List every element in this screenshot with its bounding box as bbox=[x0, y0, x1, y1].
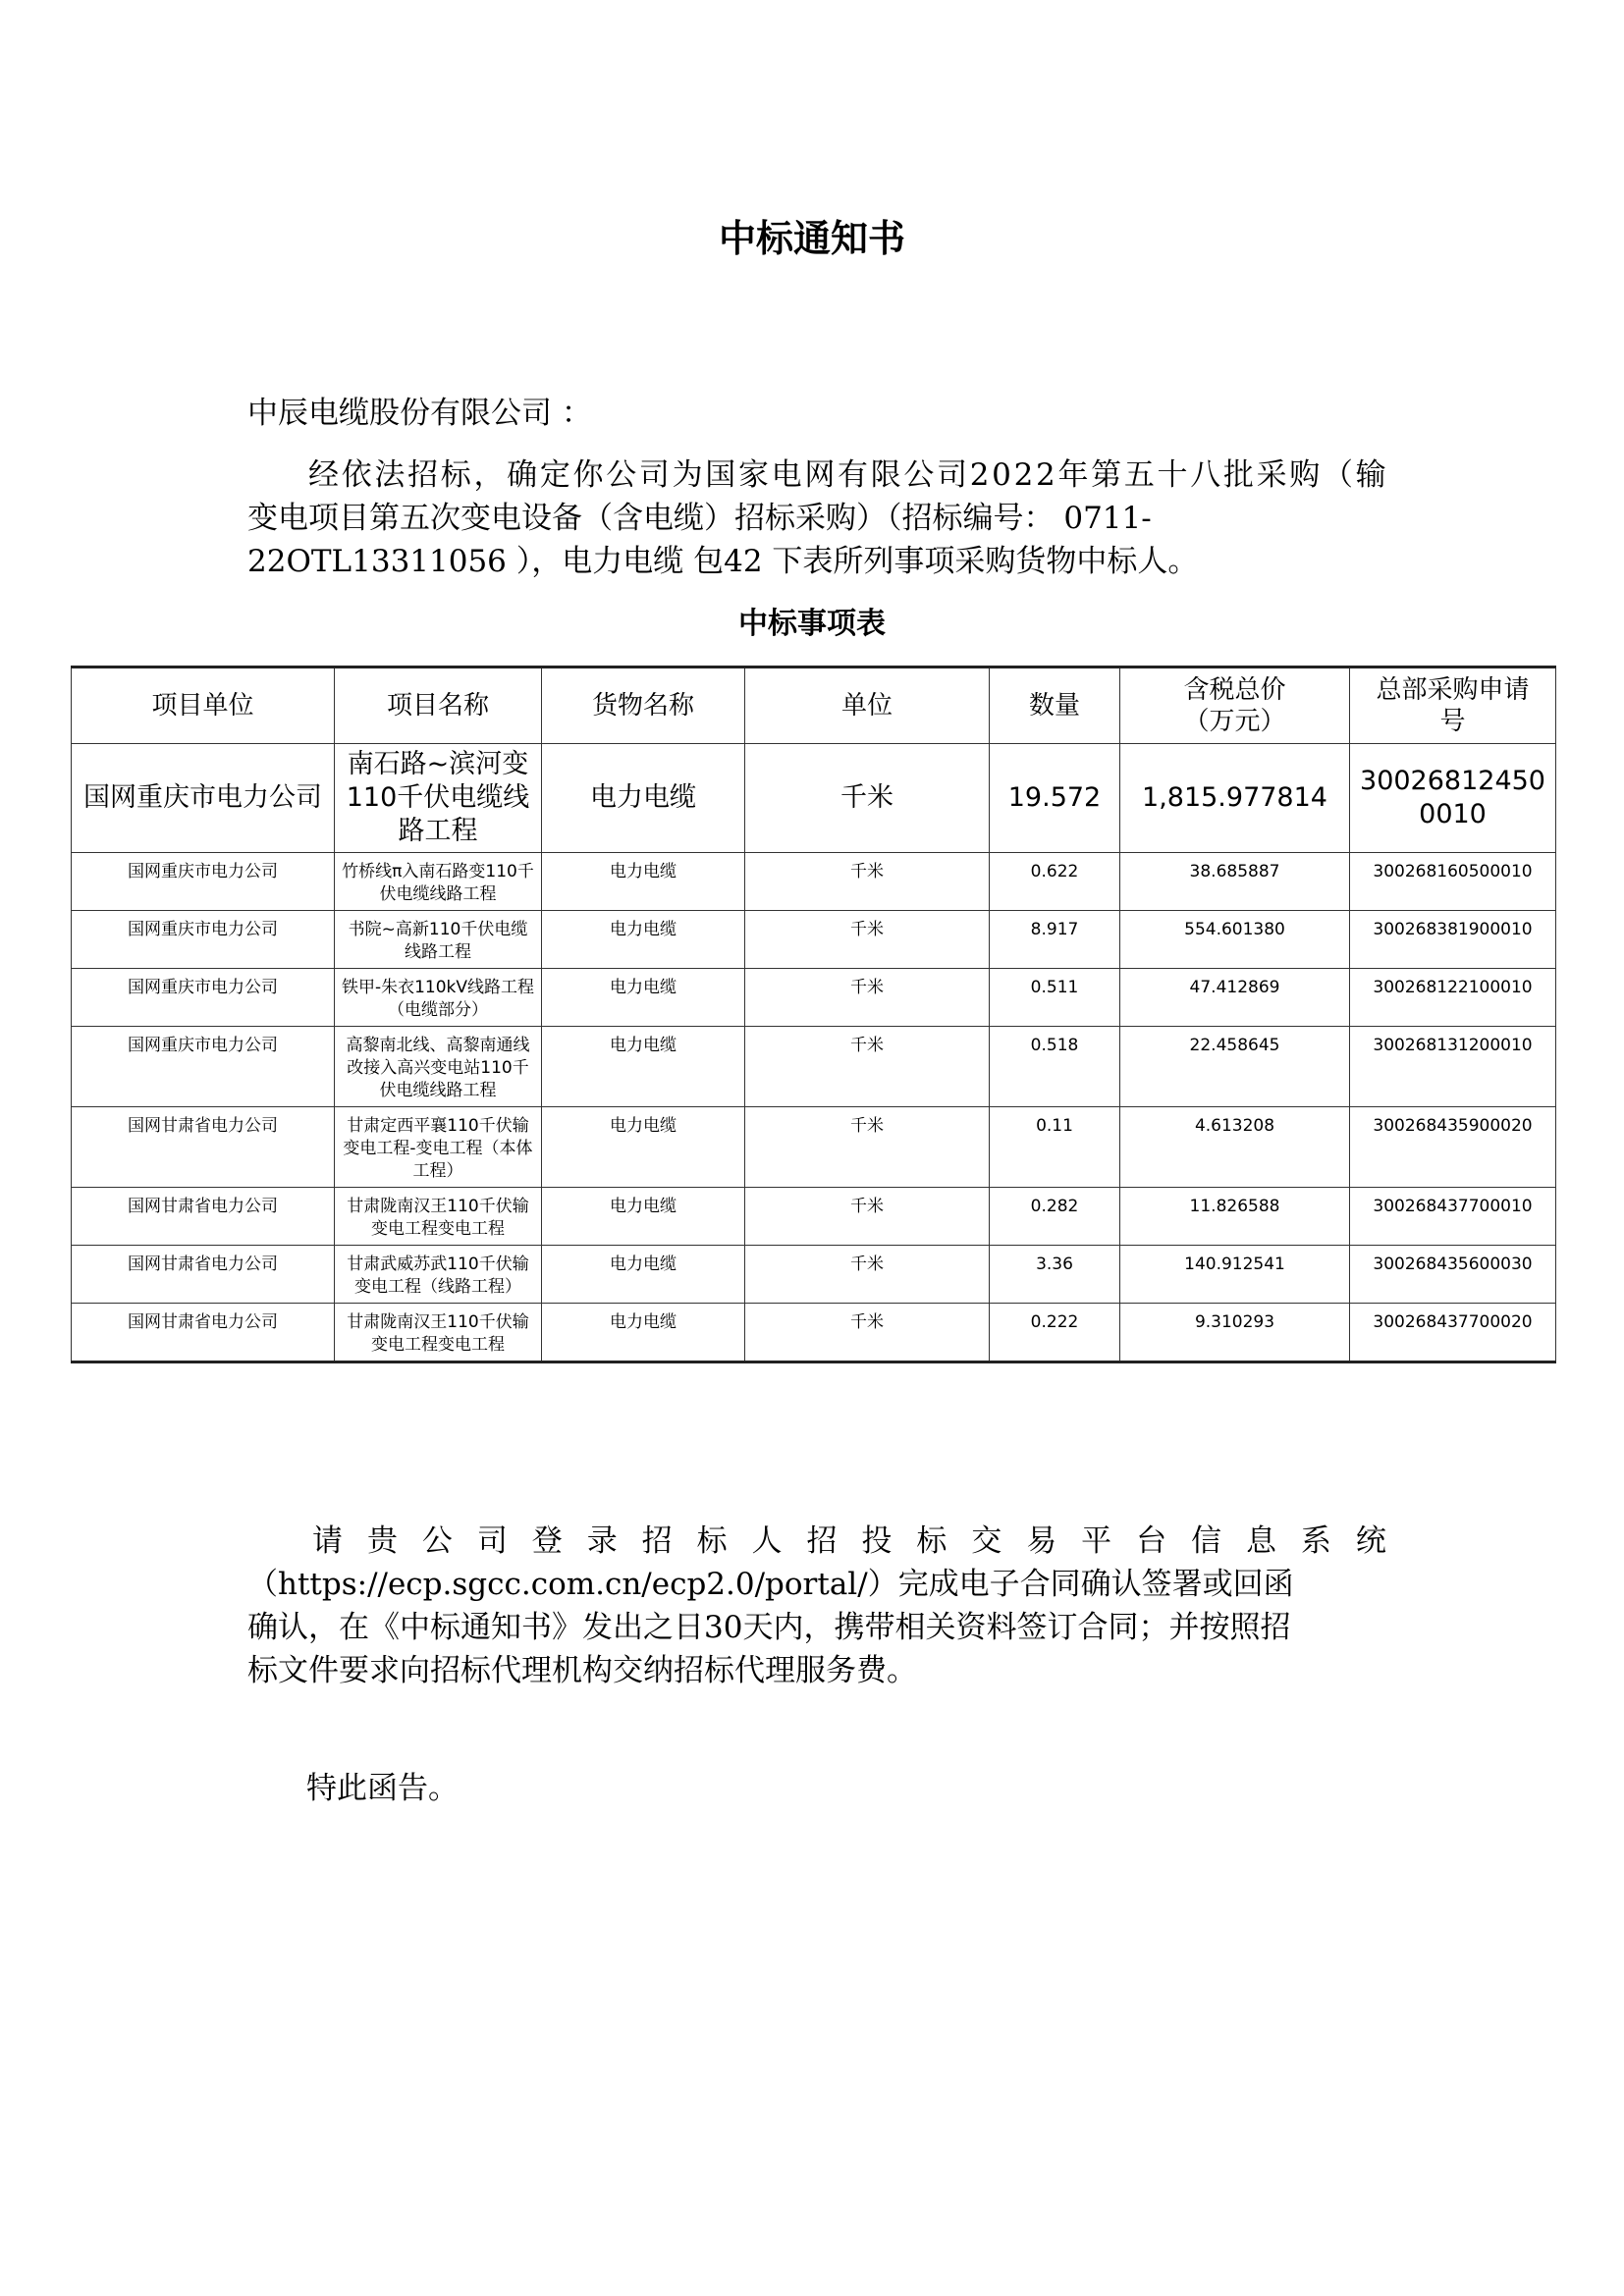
page-title: 中标通知书 bbox=[718, 217, 905, 260]
notice-line: （https://ecp.sgcc.com.cn/ecp2.0/portal/）完成电子合同确认签署或回函 bbox=[247, 1567, 1294, 1602]
price-cell: 140.912541 bbox=[1120, 1246, 1350, 1304]
quantity-cell: 0.222 bbox=[990, 1304, 1120, 1362]
table-title: 中标事项表 bbox=[738, 607, 886, 641]
header-cell: 数量 bbox=[990, 667, 1120, 744]
measure-cell: 千米 bbox=[745, 1027, 990, 1107]
measure-cell: 千米 bbox=[745, 1304, 990, 1362]
intro-line: 变电项目第五次变电设备（含电缆）招标采购）（招标编号： 0711- bbox=[247, 501, 1152, 536]
request-no-cell: 300268435900020 bbox=[1350, 1107, 1556, 1188]
unit-cell: 国网甘肃省电力公司 bbox=[72, 1304, 335, 1362]
project-cell: 高黎南北线、高黎南通线改接入高兴变电站110千伏电缆线路工程 bbox=[335, 1027, 542, 1107]
price-cell: 38.685887 bbox=[1120, 853, 1350, 911]
unit-cell: 国网重庆市电力公司 bbox=[72, 911, 335, 969]
unit-cell: 国网重庆市电力公司 bbox=[72, 1027, 335, 1107]
table-header-row bbox=[72, 667, 1556, 744]
goods-cell: 电力电缆 bbox=[542, 1188, 745, 1246]
table-row bbox=[72, 1246, 1556, 1304]
project-cell: 书院~高新110千伏电缆线路工程 bbox=[335, 911, 542, 969]
unit-cell: 国网重庆市电力公司 bbox=[72, 969, 335, 1027]
table-row bbox=[72, 853, 1556, 911]
closing-text: 特此函告。 bbox=[306, 1771, 459, 1806]
quantity-cell: 0.511 bbox=[990, 969, 1120, 1027]
quantity-cell: 0.518 bbox=[990, 1027, 1120, 1107]
quantity-cell: 19.572 bbox=[990, 744, 1120, 853]
price-cell: 9.310293 bbox=[1120, 1304, 1350, 1362]
project-cell: 甘肃定西平襄110千伏输变电工程-变电工程（本体工程） bbox=[335, 1107, 542, 1188]
goods-cell: 电力电缆 bbox=[542, 744, 745, 853]
goods-cell: 电力电缆 bbox=[542, 1304, 745, 1362]
request-no-cell: 300268381900010 bbox=[1350, 911, 1556, 969]
unit-cell: 国网甘肃省电力公司 bbox=[72, 1107, 335, 1188]
header-cell: 含税总价 （万元） bbox=[1120, 667, 1350, 744]
unit-cell: 国网甘肃省电力公司 bbox=[72, 1246, 335, 1304]
unit-cell: 国网甘肃省电力公司 bbox=[72, 1188, 335, 1246]
price-cell: 4.613208 bbox=[1120, 1107, 1350, 1188]
notice-line: 标文件要求向招标代理机构交纳招标代理服务费。 bbox=[247, 1653, 917, 1688]
goods-cell: 电力电缆 bbox=[542, 1027, 745, 1107]
quantity-cell: 0.11 bbox=[990, 1107, 1120, 1188]
goods-cell: 电力电缆 bbox=[542, 1107, 745, 1188]
table-row bbox=[72, 744, 1556, 853]
request-no-cell: 300268160500010 bbox=[1350, 853, 1556, 911]
project-cell: 铁甲-朱衣110kV线路工程（电缆部分） bbox=[335, 969, 542, 1027]
goods-cell: 电力电缆 bbox=[542, 969, 745, 1027]
header-cell: 货物名称 bbox=[542, 667, 745, 744]
price-cell: 11.826588 bbox=[1120, 1188, 1350, 1246]
request-no-cell: 300268131200010 bbox=[1350, 1027, 1556, 1107]
intro-line: 22OTL13311056 ），电力电缆 包42 下表所列事项采购货物中标人。 bbox=[247, 544, 1199, 579]
request-no-cell: 300268124500010 bbox=[1350, 744, 1556, 853]
addressee: 中辰电缆股份有限公司 ： bbox=[247, 396, 592, 431]
price-cell: 22.458645 bbox=[1120, 1027, 1350, 1107]
measure-cell: 千米 bbox=[745, 911, 990, 969]
notice-line: 确认，在《中标通知书》发出之日30天内，携带相关资料签订合同；并按照招 bbox=[247, 1610, 1291, 1645]
price-cell: 47.412869 bbox=[1120, 969, 1350, 1027]
quantity-cell: 0.622 bbox=[990, 853, 1120, 911]
request-no-cell: 300268437700010 bbox=[1350, 1188, 1556, 1246]
table-row bbox=[72, 911, 1556, 969]
award-table bbox=[71, 666, 1556, 1363]
notice-line: 请 贵 公 司 登 录 招 标 人 招 投 标 交 易 平 台 信 息 系 统 bbox=[312, 1523, 1386, 1559]
table-body bbox=[72, 744, 1556, 1362]
request-no-cell: 300268437700020 bbox=[1350, 1304, 1556, 1362]
measure-cell: 千米 bbox=[745, 1107, 990, 1188]
measure-cell: 千米 bbox=[745, 969, 990, 1027]
table-row bbox=[72, 1107, 1556, 1188]
project-cell: 南石路~滨河变110千伏电缆线路工程 bbox=[335, 744, 542, 853]
measure-cell: 千米 bbox=[745, 1246, 990, 1304]
measure-cell: 千米 bbox=[745, 744, 990, 853]
measure-cell: 千米 bbox=[745, 1188, 990, 1246]
measure-cell: 千米 bbox=[745, 853, 990, 911]
header-cell: 项目名称 bbox=[335, 667, 542, 744]
project-cell: 甘肃陇南汉王110千伏输变电工程变电工程 bbox=[335, 1304, 542, 1362]
request-no-cell: 300268435600030 bbox=[1350, 1246, 1556, 1304]
project-cell: 甘肃武威苏武110千伏输变电工程（线路工程） bbox=[335, 1246, 542, 1304]
table-row bbox=[72, 1304, 1556, 1362]
goods-cell: 电力电缆 bbox=[542, 853, 745, 911]
goods-cell: 电力电缆 bbox=[542, 1246, 745, 1304]
project-cell: 竹桥线π入南石路变110千伏电缆线路工程 bbox=[335, 853, 542, 911]
price-cell: 1,815.977814 bbox=[1120, 744, 1350, 853]
quantity-cell: 3.36 bbox=[990, 1246, 1120, 1304]
table-row bbox=[72, 1188, 1556, 1246]
unit-cell: 国网重庆市电力公司 bbox=[72, 744, 335, 853]
project-cell: 甘肃陇南汉王110千伏输变电工程变电工程 bbox=[335, 1188, 542, 1246]
header-cell: 项目单位 bbox=[72, 667, 335, 744]
table-row bbox=[72, 1027, 1556, 1107]
intro-line: 经 依 法 招 标 ， 确 定 你 公 司 为 国 家 电 网 有 限 公 司 2 0 2 2 年 第 五 十 八 批 采 购 （ 输 bbox=[308, 457, 1386, 493]
intro-paragraph bbox=[247, 454, 1386, 583]
price-cell: 554.601380 bbox=[1120, 911, 1350, 969]
request-no-cell: 300268122100010 bbox=[1350, 969, 1556, 1027]
notice-paragraph bbox=[247, 1520, 1386, 1692]
quantity-cell: 8.917 bbox=[990, 911, 1120, 969]
quantity-cell: 0.282 bbox=[990, 1188, 1120, 1246]
header-cell: 总部采购申请 号 bbox=[1350, 667, 1556, 744]
unit-cell: 国网重庆市电力公司 bbox=[72, 853, 335, 911]
goods-cell: 电力电缆 bbox=[542, 911, 745, 969]
header-cell: 单位 bbox=[745, 667, 990, 744]
table-row bbox=[72, 969, 1556, 1027]
